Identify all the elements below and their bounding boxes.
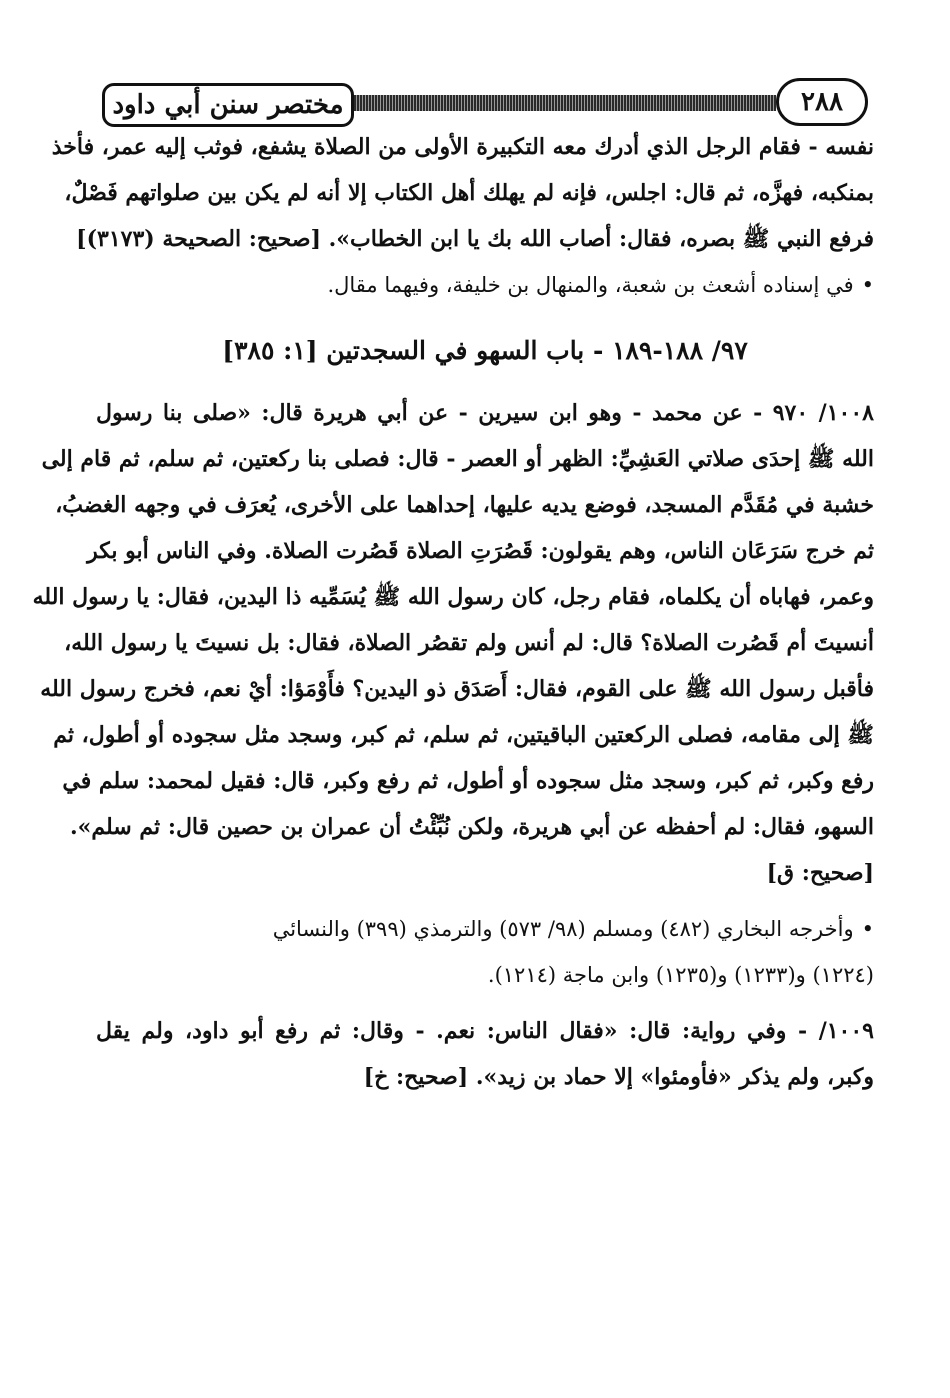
bullet-icon: • [861, 273, 874, 297]
note-text: وأخرجه البخاري (٤٨٢) ومسلم (٩٨/ ٥٧٣) والترمذي (٣٩٩) والنسائي [272, 917, 854, 941]
note-text: في إسناده أشعث بن شعبة، والمنهال بن خليفة، وفيهما مقال. [327, 273, 854, 297]
text-line: ١٠٠٩/ - وفي رواية: قال: «فقال الناس: نعم. - وقال: ثم رفع أبو داود، ولم يقل [96, 1018, 874, 1044]
text-line: نفسه - فقام الرجل الذي أدرك معه التكبيرة الأولى من الصلاة يشفع، فوثب إليه عمر، فأخذ [51, 134, 874, 160]
chapter-heading: ٩٧/ ١٨٨-١٨٩ - باب السهو في السجدتين [١: ٣٨٥] [222, 336, 748, 365]
text-line: رفع وكبر، ثم كبر، وسجد مثل سجوده أو أطول، ثم رفع وكبر، قال: فقيل لمحمد: سلم في [62, 768, 874, 794]
text-line: خشبة في مُقَدَّم المسجد، فوضع يديه عليها، إحداهما على الأخرى، يُعرَف في وجهه الغضبُ، [55, 492, 874, 518]
text-line: الله ﷺ إحدَى صلاتي العَشِيِّ: الظهر أو العصر - قال: فصلى بنا ركعتين، ثم سلم، ثم قام إلى [41, 446, 874, 472]
text-line: ﷺ إلى مقامه، فصلى الركعتين الباقيتين، ثم سلم، ثم كبر، وسجد مثل سجوده أو أطول، ثم [53, 722, 874, 748]
page-body [32, 124, 874, 1100]
hadith-1009 [96, 1008, 874, 1100]
text-line: فأقبل رسول الله ﷺ على القوم، فقال: أَصَدَق ذو اليدين؟ فأَوْمَؤا: أيْ نعم، فخرج رسول الله [40, 676, 874, 702]
bullet-icon: • [861, 917, 874, 941]
text-line: ثم خرج سَرَعَان الناس، وهم يقولون: قَصُرَتِ الصلاة قَصُرت الصلاة. وفي الناس أبو بكر [87, 538, 874, 564]
text-line: بمنكبه، فهزَّه، ثم قال: اجلس، فإنه لم يهلك أهل الكتاب إلا أنه لم يكن بين صلواتهم فَصْلٌ، [64, 180, 874, 206]
text-line: السهو، فقال: لم أحفظه عن أبي هريرة، ولكن نُبِّئْتُ أن عمران بن حصين قال: ثم سلم». [69, 814, 874, 840]
text-line: وكبر، ولم يذكر «فأومئوا» إلا حماد بن زيد». [صحيح: خ] [363, 1064, 874, 1090]
book-title: مختصر سنن أبي داود [102, 83, 354, 127]
footnote-line [96, 906, 874, 952]
page-number: ٢٨٨ [776, 78, 868, 126]
text-line: ١٠٠٨/ ٩٧٠ - عن محمد - وهو ابن سيرين - عن أبي هريرة قال: «صلى بنا رسول [96, 400, 874, 426]
footnote-line: (١٢٢٤) و(١٢٣٣) و(١٢٣٥) وابن ماجة (١٢١٤). [487, 963, 874, 987]
header-decorative-bar [348, 95, 776, 111]
text-line: أنسيتَ أم قَصُرت الصلاة؟ قال: لم أنس ولم تقصُر الصلاة، فقال: بل نسيتَ يا رسول الله، [64, 630, 874, 656]
hadith-1008 [32, 390, 874, 998]
footnote-line [96, 262, 874, 308]
text-line: وعمر، فهاباه أن يكلماه، فقام رجل، كان رسول الله ﷺ يُسَمِّيه ذا اليدين، فقال: يا رسول الله [32, 584, 874, 610]
text-line: فرفع النبي ﷺ بصره، فقال: أصاب الله بك يا ابن الخطاب». [صحيح: الصحيحة (٣١٧٣)] [76, 226, 874, 252]
grade-label: [صحيح: ق] [766, 860, 874, 886]
continued-hadith [51, 124, 874, 308]
